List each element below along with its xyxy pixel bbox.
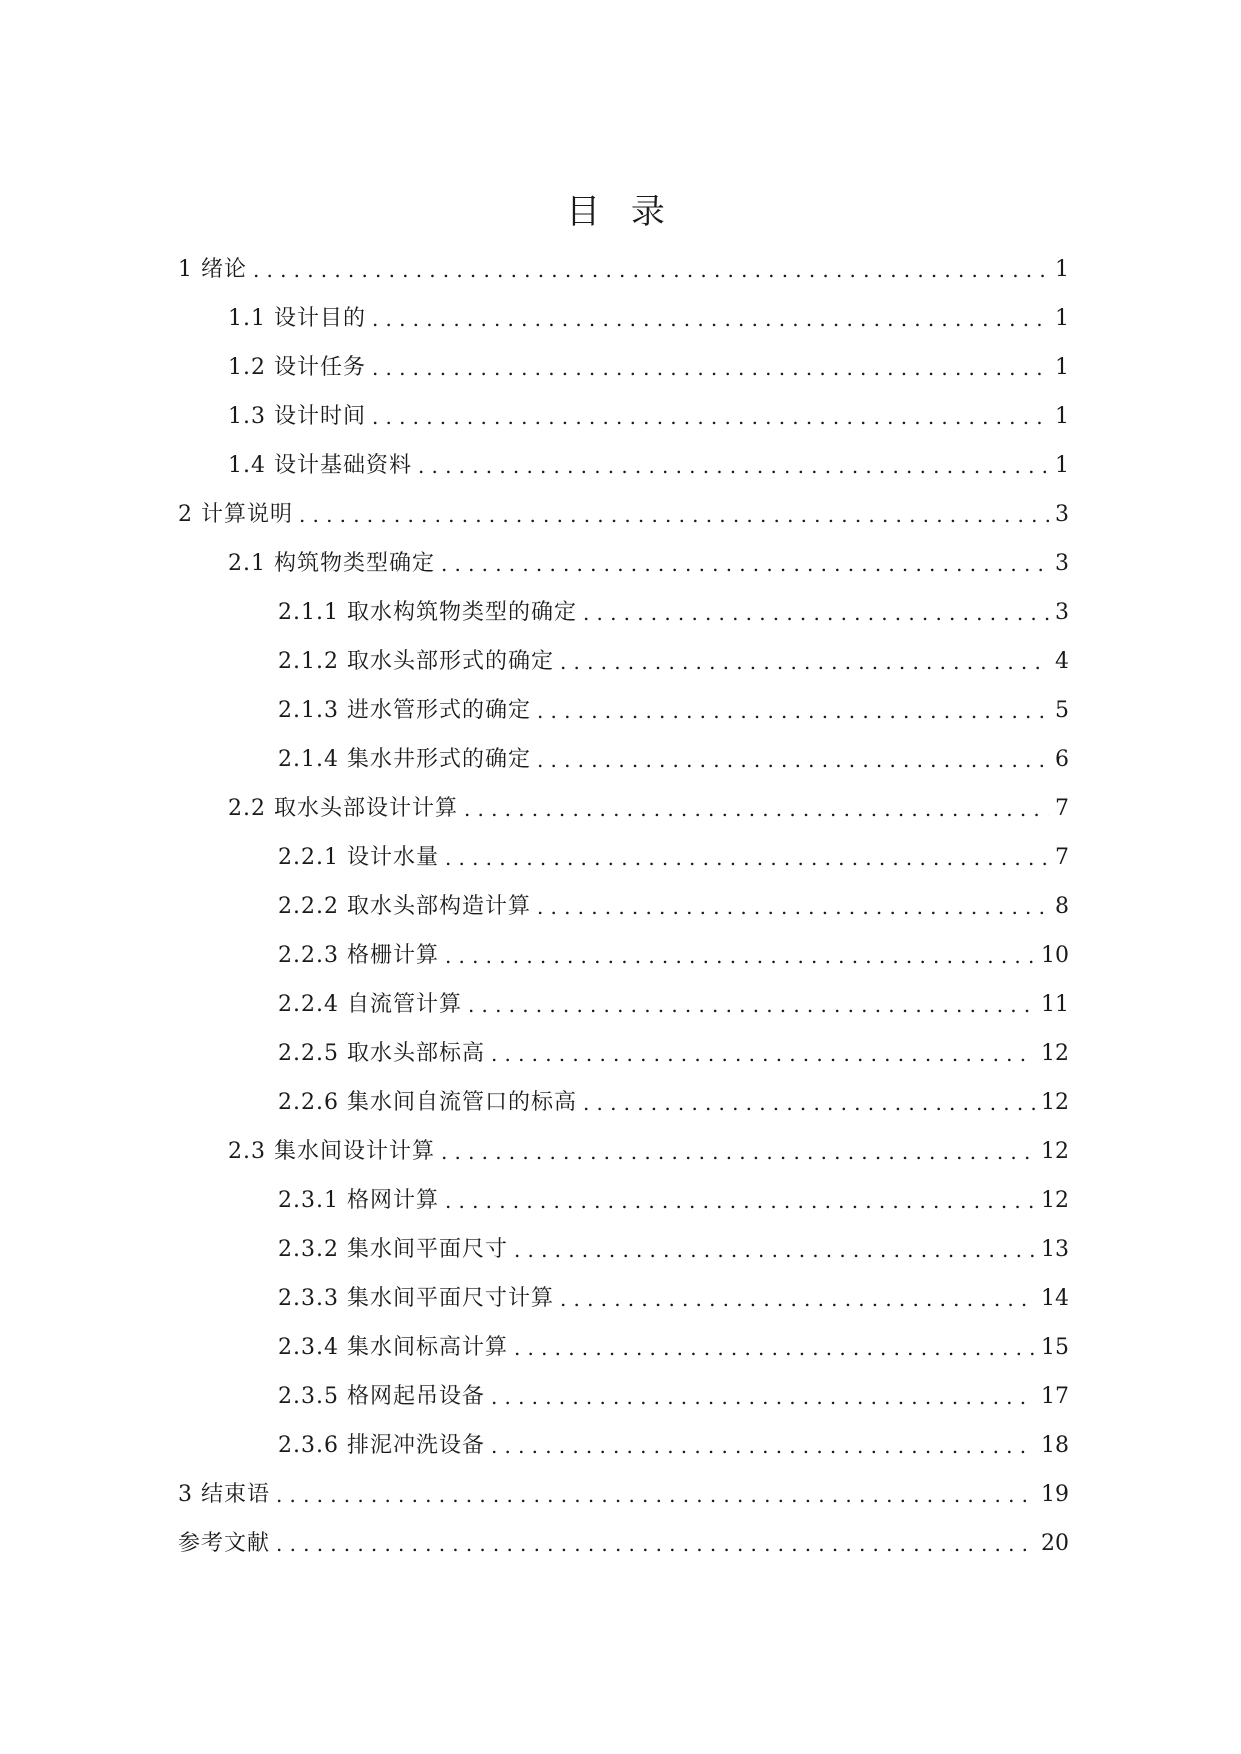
- toc-entry-page-number: 6: [1055, 746, 1069, 772]
- toc-leader-dots: [299, 500, 1049, 530]
- toc-entry-label: 1.2 设计任务: [228, 354, 366, 380]
- toc-entry-label: 2.1.4 集水井形式的确定: [278, 746, 531, 772]
- toc-entry[interactable]: [0, 1127, 1069, 1176]
- toc-entry[interactable]: [0, 784, 1069, 833]
- toc-entry-page-number: 20: [1041, 1530, 1069, 1556]
- toc-entry-label: 1.4 设计基础资料: [228, 452, 412, 478]
- toc-entry-label: 2.3.2 集水间平面尺寸: [278, 1236, 508, 1262]
- toc-entry-page-number: 1: [1055, 256, 1069, 282]
- toc-leader-dots: [276, 1480, 1035, 1510]
- toc-entry-page-number: 11: [1041, 991, 1069, 1017]
- toc-entry-page-number: 18: [1041, 1432, 1069, 1458]
- toc-entry-label: 2.2.3 格栅计算: [278, 942, 439, 968]
- toc-leader-dots: [560, 1284, 1035, 1314]
- toc-entry-label: 2.2.2 取水头部构造计算: [278, 893, 531, 919]
- toc-entry-page-number: 1: [1055, 354, 1069, 380]
- toc-leader-dots: [514, 1333, 1035, 1363]
- toc-entry[interactable]: [0, 1078, 1069, 1127]
- toc-entry[interactable]: [0, 931, 1069, 980]
- toc-entry[interactable]: [0, 1176, 1069, 1225]
- toc-entry-page-number: 3: [1055, 550, 1069, 576]
- toc-entry[interactable]: [0, 882, 1069, 931]
- toc-entry[interactable]: [0, 588, 1069, 637]
- toc-entry-page-number: 1: [1055, 305, 1069, 331]
- toc-entry-label: 1.1 设计目的: [228, 305, 366, 331]
- toc-entry-page-number: 1: [1055, 403, 1069, 429]
- toc-leader-dots: [276, 1529, 1035, 1559]
- toc-entry-page-number: 13: [1041, 1236, 1069, 1262]
- toc-entry-label: 2.2.4 自流管计算: [278, 991, 462, 1017]
- toc-entry-page-number: 12: [1041, 1138, 1069, 1164]
- toc-entry-label: 参考文献: [178, 1530, 271, 1556]
- toc-entry-label: 2 计算说明: [178, 501, 293, 527]
- toc-leader-dots: [372, 353, 1049, 383]
- toc-leader-dots: [537, 745, 1049, 775]
- toc-entry[interactable]: [0, 637, 1069, 686]
- toc-leader-dots: [583, 1088, 1035, 1118]
- toc-entry-label: 1.3 设计时间: [228, 403, 366, 429]
- toc-entry-label: 2.2.5 取水头部标高: [278, 1040, 485, 1066]
- toc-entry[interactable]: [0, 343, 1069, 392]
- toc-entry-page-number: 7: [1055, 795, 1069, 821]
- toc-leader-dots: [253, 255, 1049, 285]
- toc-leader-dots: [491, 1431, 1035, 1461]
- toc-entry[interactable]: [0, 735, 1069, 784]
- toc-leader-dots: [372, 402, 1049, 432]
- toc-entry-page-number: 12: [1041, 1040, 1069, 1066]
- toc-leader-dots: [441, 1137, 1035, 1167]
- toc-entry[interactable]: [0, 980, 1069, 1029]
- toc-entry-label: 2.3.5 格网起吊设备: [278, 1383, 485, 1409]
- toc-leader-dots: [441, 549, 1049, 579]
- toc-entry-page-number: 19: [1041, 1481, 1069, 1507]
- toc-leader-dots: [418, 451, 1049, 481]
- toc-entry-page-number: 5: [1055, 697, 1069, 723]
- toc-entry-page-number: 8: [1055, 893, 1069, 919]
- toc-entry[interactable]: [0, 1323, 1069, 1372]
- toc-entry[interactable]: [0, 1372, 1069, 1421]
- toc-entry-label: 2.3.1 格网计算: [278, 1187, 439, 1213]
- toc-entry[interactable]: [0, 1029, 1069, 1078]
- toc-entry-label: 1 绪论: [178, 256, 247, 282]
- toc-entry[interactable]: [0, 392, 1069, 441]
- toc-entry-page-number: 1: [1055, 452, 1069, 478]
- toc-entry[interactable]: [0, 686, 1069, 735]
- toc-entry[interactable]: [0, 1470, 1069, 1519]
- toc-entry[interactable]: [0, 1421, 1069, 1470]
- toc-leader-dots: [468, 990, 1035, 1020]
- toc-leader-dots: [514, 1235, 1035, 1265]
- toc-leader-dots: [583, 598, 1049, 628]
- toc-entry-label: 2.1.2 取水头部形式的确定: [278, 648, 554, 674]
- toc-leader-dots: [464, 794, 1049, 824]
- toc-entry-label: 2.2 取水头部设计计算: [228, 795, 458, 821]
- toc-entry-label: 2.2.1 设计水量: [278, 844, 439, 870]
- toc-entry-label: 2.3.4 集水间标高计算: [278, 1334, 508, 1360]
- toc-entry[interactable]: [0, 1274, 1069, 1323]
- toc-entry[interactable]: [0, 490, 1069, 539]
- toc-entry[interactable]: [0, 1519, 1069, 1568]
- toc-entry-page-number: 12: [1041, 1187, 1069, 1213]
- toc-leader-dots: [445, 843, 1049, 873]
- toc-entry-label: 2.1.3 进水管形式的确定: [278, 697, 531, 723]
- toc-entry[interactable]: [0, 294, 1069, 343]
- toc-list: [0, 245, 1241, 1568]
- toc-leader-dots: [491, 1382, 1035, 1412]
- toc-entry-label: 2.1 构筑物类型确定: [228, 550, 435, 576]
- toc-leader-dots: [537, 892, 1049, 922]
- toc-entry[interactable]: [0, 833, 1069, 882]
- toc-leader-dots: [445, 941, 1035, 971]
- toc-leader-dots: [491, 1039, 1035, 1069]
- toc-entry-label: 2.3 集水间设计计算: [228, 1138, 435, 1164]
- toc-entry-page-number: 14: [1041, 1285, 1069, 1311]
- toc-entry-label: 2.3.3 集水间平面尺寸计算: [278, 1285, 554, 1311]
- toc-leader-dots: [537, 696, 1049, 726]
- toc-entry-label: 2.3.6 排泥冲洗设备: [278, 1432, 485, 1458]
- toc-entry-page-number: 17: [1041, 1383, 1069, 1409]
- toc-entry[interactable]: [0, 539, 1069, 588]
- toc-entry-page-number: 3: [1055, 501, 1069, 527]
- toc-entry-page-number: 10: [1041, 942, 1069, 968]
- toc-entry[interactable]: [0, 1225, 1069, 1274]
- toc-entry-label: 2.2.6 集水间自流管口的标高: [278, 1089, 577, 1115]
- toc-entry-page-number: 15: [1041, 1334, 1069, 1360]
- toc-leader-dots: [560, 647, 1049, 677]
- toc-leader-dots: [445, 1186, 1035, 1216]
- toc-title: 目 录: [566, 192, 675, 232]
- toc-entry-label: 2.1.1 取水构筑物类型的确定: [278, 599, 577, 625]
- toc-entry-page-number: 7: [1055, 844, 1069, 870]
- toc-entry[interactable]: [0, 441, 1069, 490]
- toc-entry-page-number: 4: [1055, 648, 1069, 674]
- toc-entry[interactable]: [0, 245, 1069, 294]
- toc-entry-page-number: 3: [1055, 599, 1069, 625]
- toc-entry-label: 3 结束语: [178, 1481, 270, 1507]
- toc-leader-dots: [372, 304, 1049, 334]
- toc-entry-page-number: 12: [1041, 1089, 1069, 1115]
